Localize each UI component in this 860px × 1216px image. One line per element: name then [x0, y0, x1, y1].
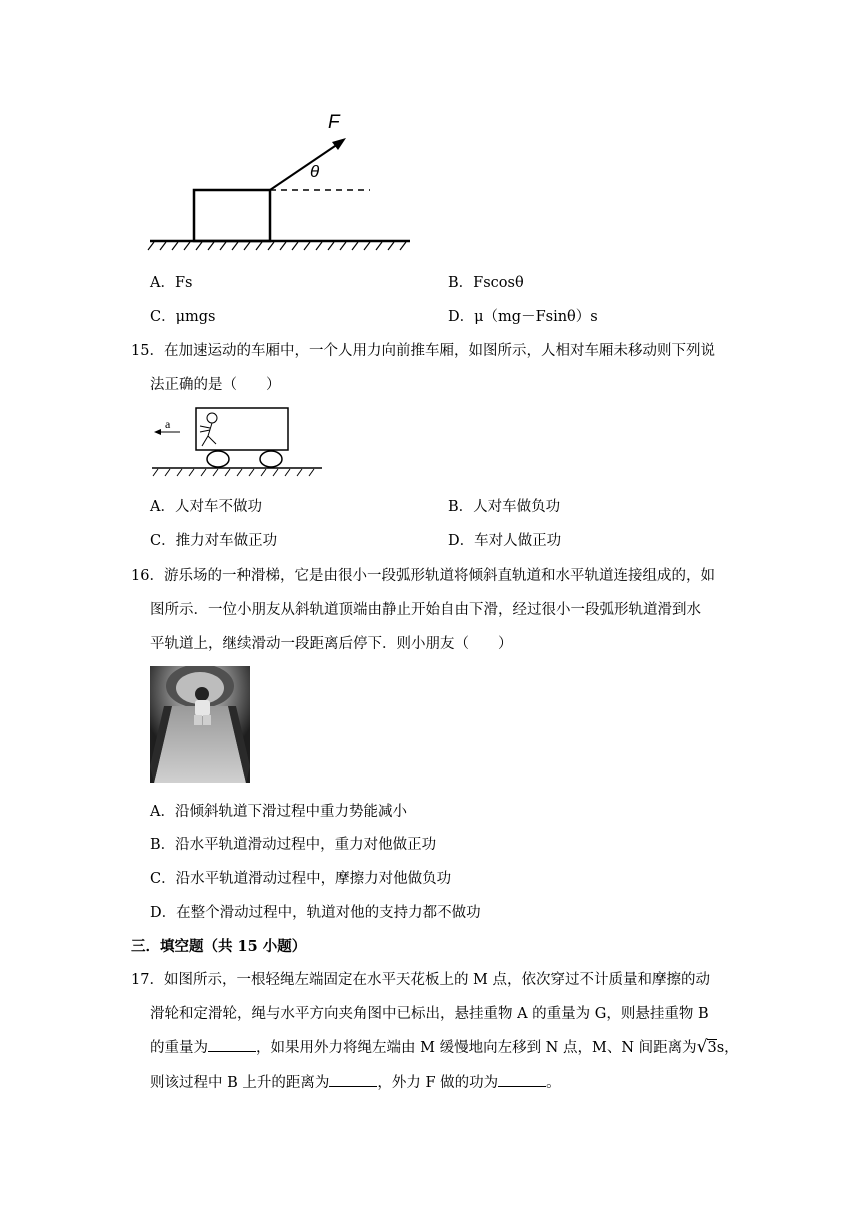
q16-option-a[interactable]: A．沿倾斜轨道下滑过程中重力势能减小 [150, 804, 407, 820]
answer-blank-work[interactable] [498, 1074, 546, 1087]
q16-stem-line2: 图所示．一位小朋友从斜轨道顶端由静止开始自由下滑，经过很小一段弧形轨道滑到水 [150, 602, 701, 618]
block [194, 190, 270, 241]
left-wheel-icon [207, 451, 229, 467]
q14-option-a[interactable]: A．Fs [150, 275, 193, 291]
q16-option-c[interactable]: C．沿水平轨道滑动过程中，摩擦力对他做负功 [150, 871, 452, 887]
q17-line4-text-c: 。 [546, 1075, 561, 1091]
answer-blank-weight-b[interactable] [208, 1039, 256, 1052]
answer-blank-rise-distance[interactable] [329, 1074, 377, 1087]
section-title: 三．填空题（共 15 小题） [131, 938, 307, 955]
q15-option-a[interactable]: A．人对车不做功 [150, 499, 262, 515]
ground-hatch [148, 242, 406, 250]
q14-force-diagram [148, 110, 418, 250]
q16-option-b[interactable]: B．沿水平轨道滑动过程中，重力对他做正功 [150, 837, 437, 853]
q17-line3-text-c: s， [716, 1040, 739, 1056]
q15-train-car-diagram [150, 404, 330, 480]
q17-line3 [150, 1036, 739, 1057]
q15-stem-line1: 15．在加速运动的车厢中，一个人用力向前推车厢，如图所示，人相对车厢未移动则下列说 [131, 343, 715, 359]
acceleration-label: a [165, 417, 171, 431]
ground-hatch [153, 469, 314, 476]
q16-stem-line3: 平轨道上，继续滑动一段距离后停下．则小朋友（ ） [150, 636, 513, 652]
angle-label: θ [310, 162, 320, 181]
q17-line4-text-b: ，外力 F 做的功为 [377, 1075, 499, 1091]
force-arrowhead [332, 138, 346, 150]
q14-option-c[interactable]: C．μmgs [150, 309, 216, 325]
q17-line2: 滑轮和定滑轮，绳与水平方向夹角图中已标出，悬挂重物 A 的重量为 G，则悬挂重物 B [150, 1006, 709, 1022]
q15-option-b[interactable]: B．人对车做负功 [448, 499, 561, 515]
q17-line1: 17．如图所示，一根轻绳左端固定在水平天花板上的 M 点，依次穿过不计质量和摩擦的动 [131, 972, 711, 988]
q15-stem-line2: 法正确的是（ ） [150, 377, 281, 393]
sqrt-symbol: √ [696, 1037, 708, 1057]
right-wheel-icon [260, 451, 282, 467]
q14-option-d[interactable]: D．μ（mg－Fsinθ）s [448, 309, 598, 325]
force-label: F [328, 112, 340, 133]
q17-line3-text-b: ，如果用外力将绳左端由 M 缓慢地向左移到 N 点，M、N 间距离为 [256, 1040, 697, 1056]
q15-option-c[interactable]: C．推力对车做正功 [150, 533, 278, 549]
q17-line4 [150, 1071, 561, 1092]
q15-option-d[interactable]: D．车对人做正功 [448, 533, 562, 549]
q14-option-b[interactable]: B．Fscosθ [448, 275, 524, 291]
sqrt-argument: 3 [707, 1040, 717, 1056]
person-pushing-icon [200, 413, 217, 446]
force-arrow [270, 144, 338, 190]
slide-photo [150, 666, 250, 783]
q16-stem-line1: 16．游乐场的一种滑梯，它是由很小一段弧形轨道将倾斜直轨道和水平轨道连接组成的，如 [131, 568, 715, 584]
q17-line3-text-a: 的重量为 [150, 1040, 208, 1056]
q16-option-d[interactable]: D．在整个滑动过程中，轨道对他的支持力都不做功 [150, 905, 481, 921]
q17-line4-text-a: 则该过程中 B 上升的距离为 [150, 1075, 330, 1091]
